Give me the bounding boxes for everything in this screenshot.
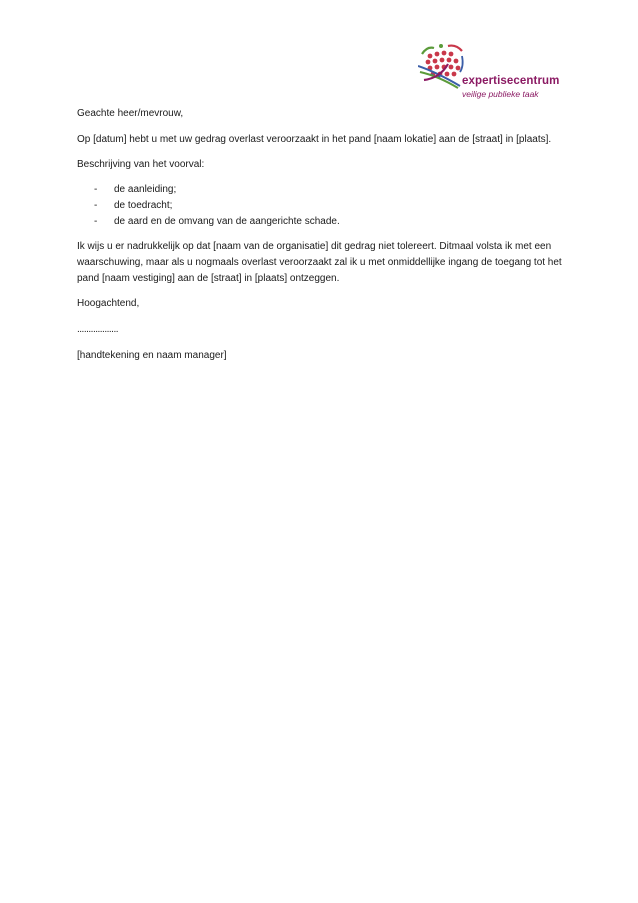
salutation: Geachte heer/mevrouw, xyxy=(77,108,184,119)
description-label: Beschrijving van het voorval: xyxy=(77,159,205,170)
list-dash: - xyxy=(94,184,98,195)
list-item xyxy=(77,182,567,198)
list-dash: - xyxy=(94,200,98,211)
letter-body xyxy=(77,106,567,364)
list-item xyxy=(77,198,567,214)
incident-list xyxy=(77,182,567,230)
list-item-text: de aanleiding; xyxy=(114,184,177,195)
warning-paragraph: Ik wijs u er nadrukkelijk op dat [naam van de organisatie] dit gedrag niet tolereert. Ditmaal volsta ik met een waarschuwing, maar als u nogmaals overlast veroorzaakt zal ik u met onmiddellijke ingang de toegang tot het pand [naam vestiging] aan de [straat] in [plaats] ontzeggen. xyxy=(77,241,562,284)
logo-title: expertisecentrum xyxy=(462,75,560,87)
logo-subtitle: veilige publieke taak xyxy=(462,89,539,99)
list-dash: - xyxy=(94,216,98,227)
list-item-text: de aard en de omvang van de aangerichte schade. xyxy=(114,216,340,227)
signature-line: .................. xyxy=(77,324,119,335)
closing: Hoogachtend, xyxy=(77,298,140,309)
logo-grid-icon xyxy=(418,42,466,90)
signature-placeholder: [handtekening en naam manager] xyxy=(77,350,227,361)
list-item-text: de toedracht; xyxy=(114,200,173,211)
expertisecentrum-logo xyxy=(418,42,568,102)
intro-paragraph: Op [datum] hebt u met uw gedrag overlast veroorzaakt in het pand [naam lokatie] aan de [straat] in [plaats]. xyxy=(77,134,552,145)
list-item xyxy=(77,214,567,230)
